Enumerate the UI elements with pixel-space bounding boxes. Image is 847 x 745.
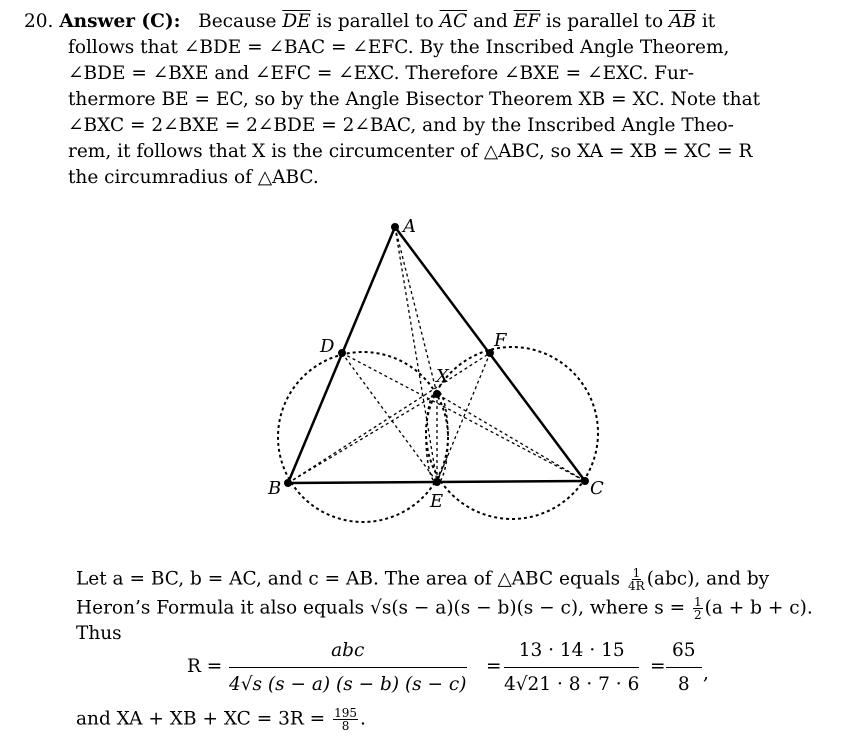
point-e [433,478,441,486]
paragraph-1-line-3: ∠BDE = ∠BXE and ∠EFC = ∠EXC. Therefore ∠BXE = ∠EXC. Fur- [68,63,695,84]
problem-number: 20. [24,11,54,32]
fraction-numerator: 13 · 14 · 15 [518,640,625,661]
text-segment: Heron’s Formula it also equals √s(s − a)(s − b)(s − c), where s = [76,597,692,619]
text-segment: and XA + XB + XC = 3R = [76,708,332,730]
circle-bde [278,352,448,522]
paragraph-2-line-1 [76,567,769,592]
segment-ef: $\overline{EF}$ [513,11,541,32]
fraction-denominator: 4√21 · 8 · 7 · 6 [504,674,640,695]
paragraph-1-line-7: the circumradius of △ABC. [68,167,319,188]
fraction-denominator: 4√s (s − a) (s − b) (s − c) [229,674,467,695]
label-d: D [320,336,335,357]
fraction-numeric [504,640,639,695]
point-d [338,349,346,357]
equals-sign: = [650,656,666,677]
label-b: B [268,478,282,499]
label-c: C [590,478,604,499]
fraction-one-half [693,596,703,621]
segment-ab: $\overline{AB}$ [668,11,696,32]
equation-tail: , [703,663,709,684]
text-segment: is parallel to [310,11,440,32]
answer-label: Answer (C): [59,11,181,32]
label-f: F [494,330,507,351]
text-segment: Because [198,11,283,32]
fraction-195-over-8 [333,707,358,732]
fraction-denominator: 8 [677,674,690,695]
segment-cx [437,394,585,481]
text-segment: it [695,11,716,32]
point-b [284,479,292,487]
fraction-denominator: 2 [694,608,702,622]
equals-sign: = [486,656,502,677]
text-segment: . [359,708,366,730]
circle-efc [426,347,598,519]
fraction-numerator: abc [331,640,365,661]
segment-dc [342,353,585,481]
point-a [391,223,399,231]
final-answer-line [76,707,366,732]
point-f [486,349,494,357]
paragraph-1-line-4: thermore BE = EC, so by the Angle Bisector Theorem XB = XC. Note that [68,89,761,110]
label-a: A [403,216,416,237]
fraction-numerator: 65 [672,640,696,661]
paragraph-1-line-5: ∠BXC = 2∠BXE = 2∠BDE = 2∠BAC, and by the Inscribed Angle Theo- [68,115,734,136]
label-e: E [430,491,444,512]
text-segment: Let a = BC, b = AC, and c = AB. The area of △ABC equals [76,568,627,590]
paragraph-2-line-3: Thus [76,623,122,644]
segment-ac: $\overline{AC}$ [439,11,468,32]
fraction-65-over-8 [666,640,702,695]
paragraph-1-line-6: rem, it follows that X is the circumcenter of △ABC, so XA = XB = XC = R [68,141,753,162]
segment-ax [395,227,437,394]
paragraph-1-line-2: follows that ∠BDE = ∠BAC = ∠EFC. By the Inscribed Angle Theorem, [68,37,730,58]
fraction-numerator: 1 [694,595,702,609]
point-c [581,477,589,485]
segment-bx [288,394,437,483]
segment-bf [288,353,490,483]
fraction-abc-over-heron [229,640,467,695]
fraction-one-over-4r [628,567,645,592]
fraction-numerator: 1 [632,566,641,580]
text-segment: is parallel to [540,11,669,32]
fraction-denominator: 4R [628,579,645,593]
point-x [433,390,441,398]
fraction-denominator: 8 [341,719,350,733]
segment-ae-ext [395,227,437,482]
text-segment: and [467,11,514,32]
text-segment: (abc), and by [646,568,770,590]
fraction-numerator: 195 [334,706,357,720]
segment-de: $\overline{DE}$ [282,11,311,32]
paragraph-2-line-2 [76,596,813,621]
label-x: X [436,366,449,387]
equation-lhs: R = [187,656,223,677]
text-segment: (a + b + c). [704,597,813,619]
